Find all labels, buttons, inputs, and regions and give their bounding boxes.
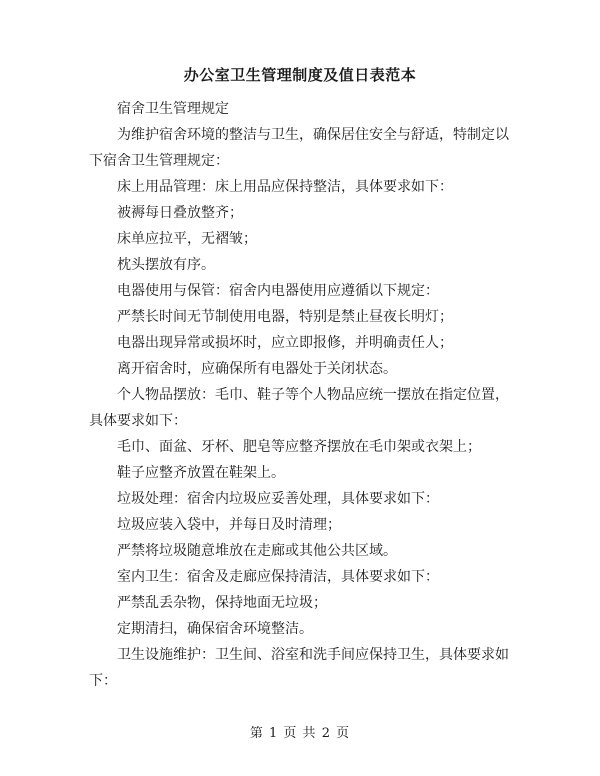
paragraph: 为维护宿舍环境的整洁与卫生，确保居住安全与舒适，特制定以下宿舍卫生管理规定： <box>89 127 509 169</box>
paragraph: 被褥每日叠放整齐； <box>117 205 243 221</box>
paragraph: 垃圾处理：宿舍内垃圾应妥善处理，具体要求如下： <box>117 491 439 507</box>
paragraph: 严禁长时间无节制使用电器，特别是禁止昼夜长明灯； <box>117 309 453 325</box>
paragraph: 电器出现异常或损坏时，应立即报修，并明确责任人； <box>117 335 453 351</box>
paragraph: 个人物品摆放：毛巾、鞋子等个人物品应统一摆放在指定位置，具体要求如下： <box>89 387 509 429</box>
paragraph: 床单应拉平，无褶皱； <box>117 231 257 247</box>
paragraph: 离开宿舍时，应确保所有电器处于关闭状态。 <box>117 361 397 377</box>
paragraph: 垃圾应装入袋中，并每日及时清理； <box>117 517 341 533</box>
page-number-footer: 第 1 页 共 2 页 <box>249 726 351 741</box>
document-title: 办公室卫生管理制度及值日表范本 <box>183 66 417 84</box>
paragraph: 电器使用与保管：宿舍内电器使用应遵循以下规定： <box>117 283 439 299</box>
paragraph: 严禁乱丢杂物，保持地面无垃圾； <box>117 595 327 611</box>
paragraph: 床上用品管理：床上用品应保持整洁，具体要求如下： <box>117 179 453 195</box>
paragraph: 室内卫生：宿舍及走廊应保持清洁，具体要求如下： <box>117 569 439 585</box>
paragraph: 卫生设施维护：卫生间、浴室和洗手间应保持卫生，具体要求如下： <box>89 647 509 689</box>
paragraph: 鞋子应整齐放置在鞋架上。 <box>117 465 285 481</box>
paragraph: 严禁将垃圾随意堆放在走廊或其他公共区域。 <box>117 543 397 559</box>
paragraph: 枕头摆放有序。 <box>117 257 215 273</box>
paragraph: 毛巾、面盆、牙杯、肥皂等应整齐摆放在毛巾架或衣架上； <box>117 439 481 455</box>
paragraph: 宿舍卫生管理规定 <box>117 101 229 117</box>
paragraph: 定期清扫，确保宿舍环境整洁。 <box>117 621 313 637</box>
document-body <box>89 96 514 694</box>
